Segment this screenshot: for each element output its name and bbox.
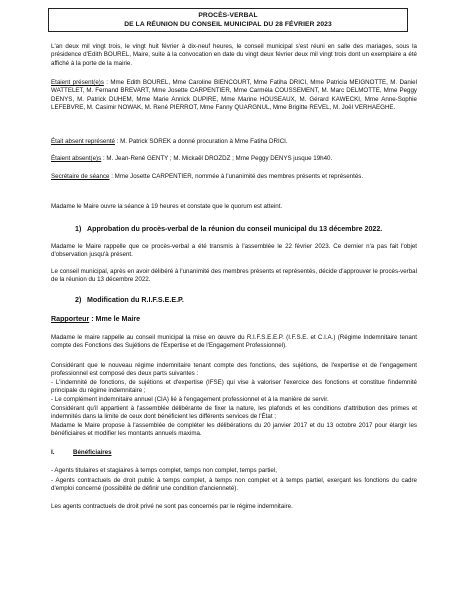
- absent-represente-text: : M. Patrick SOREK a donné procuration à Mme Fatiha DRICI.: [114, 138, 288, 145]
- absent-represente-label: Était absent représenté: [51, 138, 115, 145]
- beneficiaires-number: I.: [51, 449, 55, 456]
- beneficiaires-title: Bénéficiaires: [73, 449, 112, 456]
- section1-paragraph-2: Le conseil municipal, après en avoir délibéré à l'unanimité des membres présents et représentés, décide d'approuver le procès-verbal de la réunion du 13 décembre 2022.: [51, 268, 417, 284]
- section2-proposition: Madame le Maire propose à l'assemblée de compléter les délibérations du 20 janvier 2017 et du 13 octobre 2017 pour élargir les bénéficiaires et modifier les montants annuels maxima.: [51, 422, 417, 438]
- section2-ifse-item: - L'indemnité de fonctions, de sujétions et d'expertise (IFSE) qui vise à valoriser l'exercice des fonctions et constitue l'indemnité principale du régime indemnitaire ;: [51, 379, 417, 395]
- secretaire-label: Secrétaire de séance: [51, 173, 110, 180]
- secretaire-paragraph: [51, 173, 417, 181]
- beneficiaires-item-2: - Agents contractuels de droit public à temps complet, à temps non complet et à temps partiel, exerçant les fonctions du cadre d'emploi concerné (possibilité de définir une condition d'ancienneté).: [51, 477, 417, 493]
- section2-heading: [75, 296, 184, 305]
- section1-title: Approbation du procès-verbal de la réunion du conseil municipal du 13 décembre 2022.: [87, 225, 383, 233]
- rapporteur-label: Rapporteur: [51, 315, 90, 323]
- absents-label: Étaient absent(e)s: [51, 155, 102, 162]
- beneficiaires-item-1: - Agents titulaires et stagiaires à temps complet, temps non complet, temps partiel,: [51, 467, 277, 474]
- section2-number: 2): [75, 296, 82, 304]
- absents-text: : M. Jean-René GENTY ; M. Mickaël DROZDZ ; Mme Peggy DENYS jusque 19h40.: [101, 155, 333, 162]
- title-box: [48, 8, 408, 32]
- section2-title: Modification du R.I.F.S.E.E.P.: [87, 296, 184, 304]
- intro-paragraph: L'an deux mil vingt trois, le vingt huit février à dix-neuf heures, le conseil municipal s'est réuni en salle des mariages, sous la présidence d'Edith BOUREL, Maire, suite à la convocation en date du vingt deux février deux mil vingt trois dont un exemplaire a été affiché à la porte de la mairie.: [51, 43, 417, 67]
- secretaire-text: : Mme Josette CARPENTIER, nommée à l'unanimité des membres présents et représentés.: [109, 173, 364, 180]
- section2-paragraph-1: Madame le maire rappelle au conseil municipal la mise en œuvre du R.I.F.S.E.E.P. (I.F.S.E. et C.I.A.) (Régime Indemnitaire tenant compte des Fonctions des Sujétions de l'Expertise et de l'Engagement Professionnel).: [51, 334, 417, 350]
- section1-paragraph-1: Madame le Maire rappelle que ce procès-verbal a été transmis à l'assemblée le 22 février 2023. Ce dernier n'a pas fait l'objet d'observation jusqu'à présent.: [51, 243, 417, 259]
- rapporteur-line: [51, 315, 140, 324]
- section1-heading: [75, 225, 382, 234]
- presents-text: : Mme Edith BOUREL, Mme Caroline BIENCOURT, Mme Fatiha DRICI, Mme Patricia MEIGNOTTE, M. Daniel WATTELET, M. Fernand BREVART, Mme Josette CARPENTIER, Mme Carméla COUSSEMENT, M. Marc DELMOTTE, Mme Peggy DENYS, M. Patrick DUHEM, Mme Marie Annick DUPIRE, Mme Marine HOUSEAUX, M. Gérard KAWECKI, Mme Anne-Sophie LEFEBVRE, M. Casimir NOWAK, M. René PIERROT, Mme Fanny QUARGNUL, Mme Brigitte REVEL, M. Joël VERHAEGHE.: [51, 79, 417, 112]
- section2-considerant-1: Considérant que le nouveau régime indemnitaire tenant compte des fonctions, des sujétions, de l'expertise et de l'engagement professionnel est composé des deux parts suivantes :: [51, 362, 417, 378]
- ouverture-paragraph: Madame le Maire ouvre la séance à 19 heures et constate que le quorum est atteint.: [51, 203, 283, 210]
- beneficiaires-note: Les agents contractuels de droit privé ne sont pas concernés par le régime indemnitaire.: [51, 503, 293, 510]
- section2-considerant-2: Considérant qu'il appartient à l'assemblée délibérante de fixer la nature, les plafonds et les conditions d'attribution des primes et indemnités dans la limite de ceux dont bénéficient les différents services de l'État ;: [51, 405, 417, 421]
- section2-cia-item: - Le complément indemnitaire annuel (CIA) lié à l'engagement professionnel et à la manière de servir.: [51, 396, 329, 403]
- presents-label: Etaient présent(e)s: [51, 79, 104, 86]
- absents-paragraph: [51, 155, 417, 163]
- document-subtitle: DE LA RÉUNION DU CONSEIL MUNICIPAL DU 28 FÉVRIER 2023: [124, 21, 332, 28]
- section1-number: 1): [75, 225, 82, 233]
- presents-paragraph: [51, 79, 417, 113]
- rapporteur-text: : Mme le Maire: [89, 315, 141, 323]
- document-title: PROCÈS-VERBAL: [198, 12, 258, 19]
- beneficiaires-heading: [51, 448, 112, 457]
- absent-represente-paragraph: [51, 138, 417, 146]
